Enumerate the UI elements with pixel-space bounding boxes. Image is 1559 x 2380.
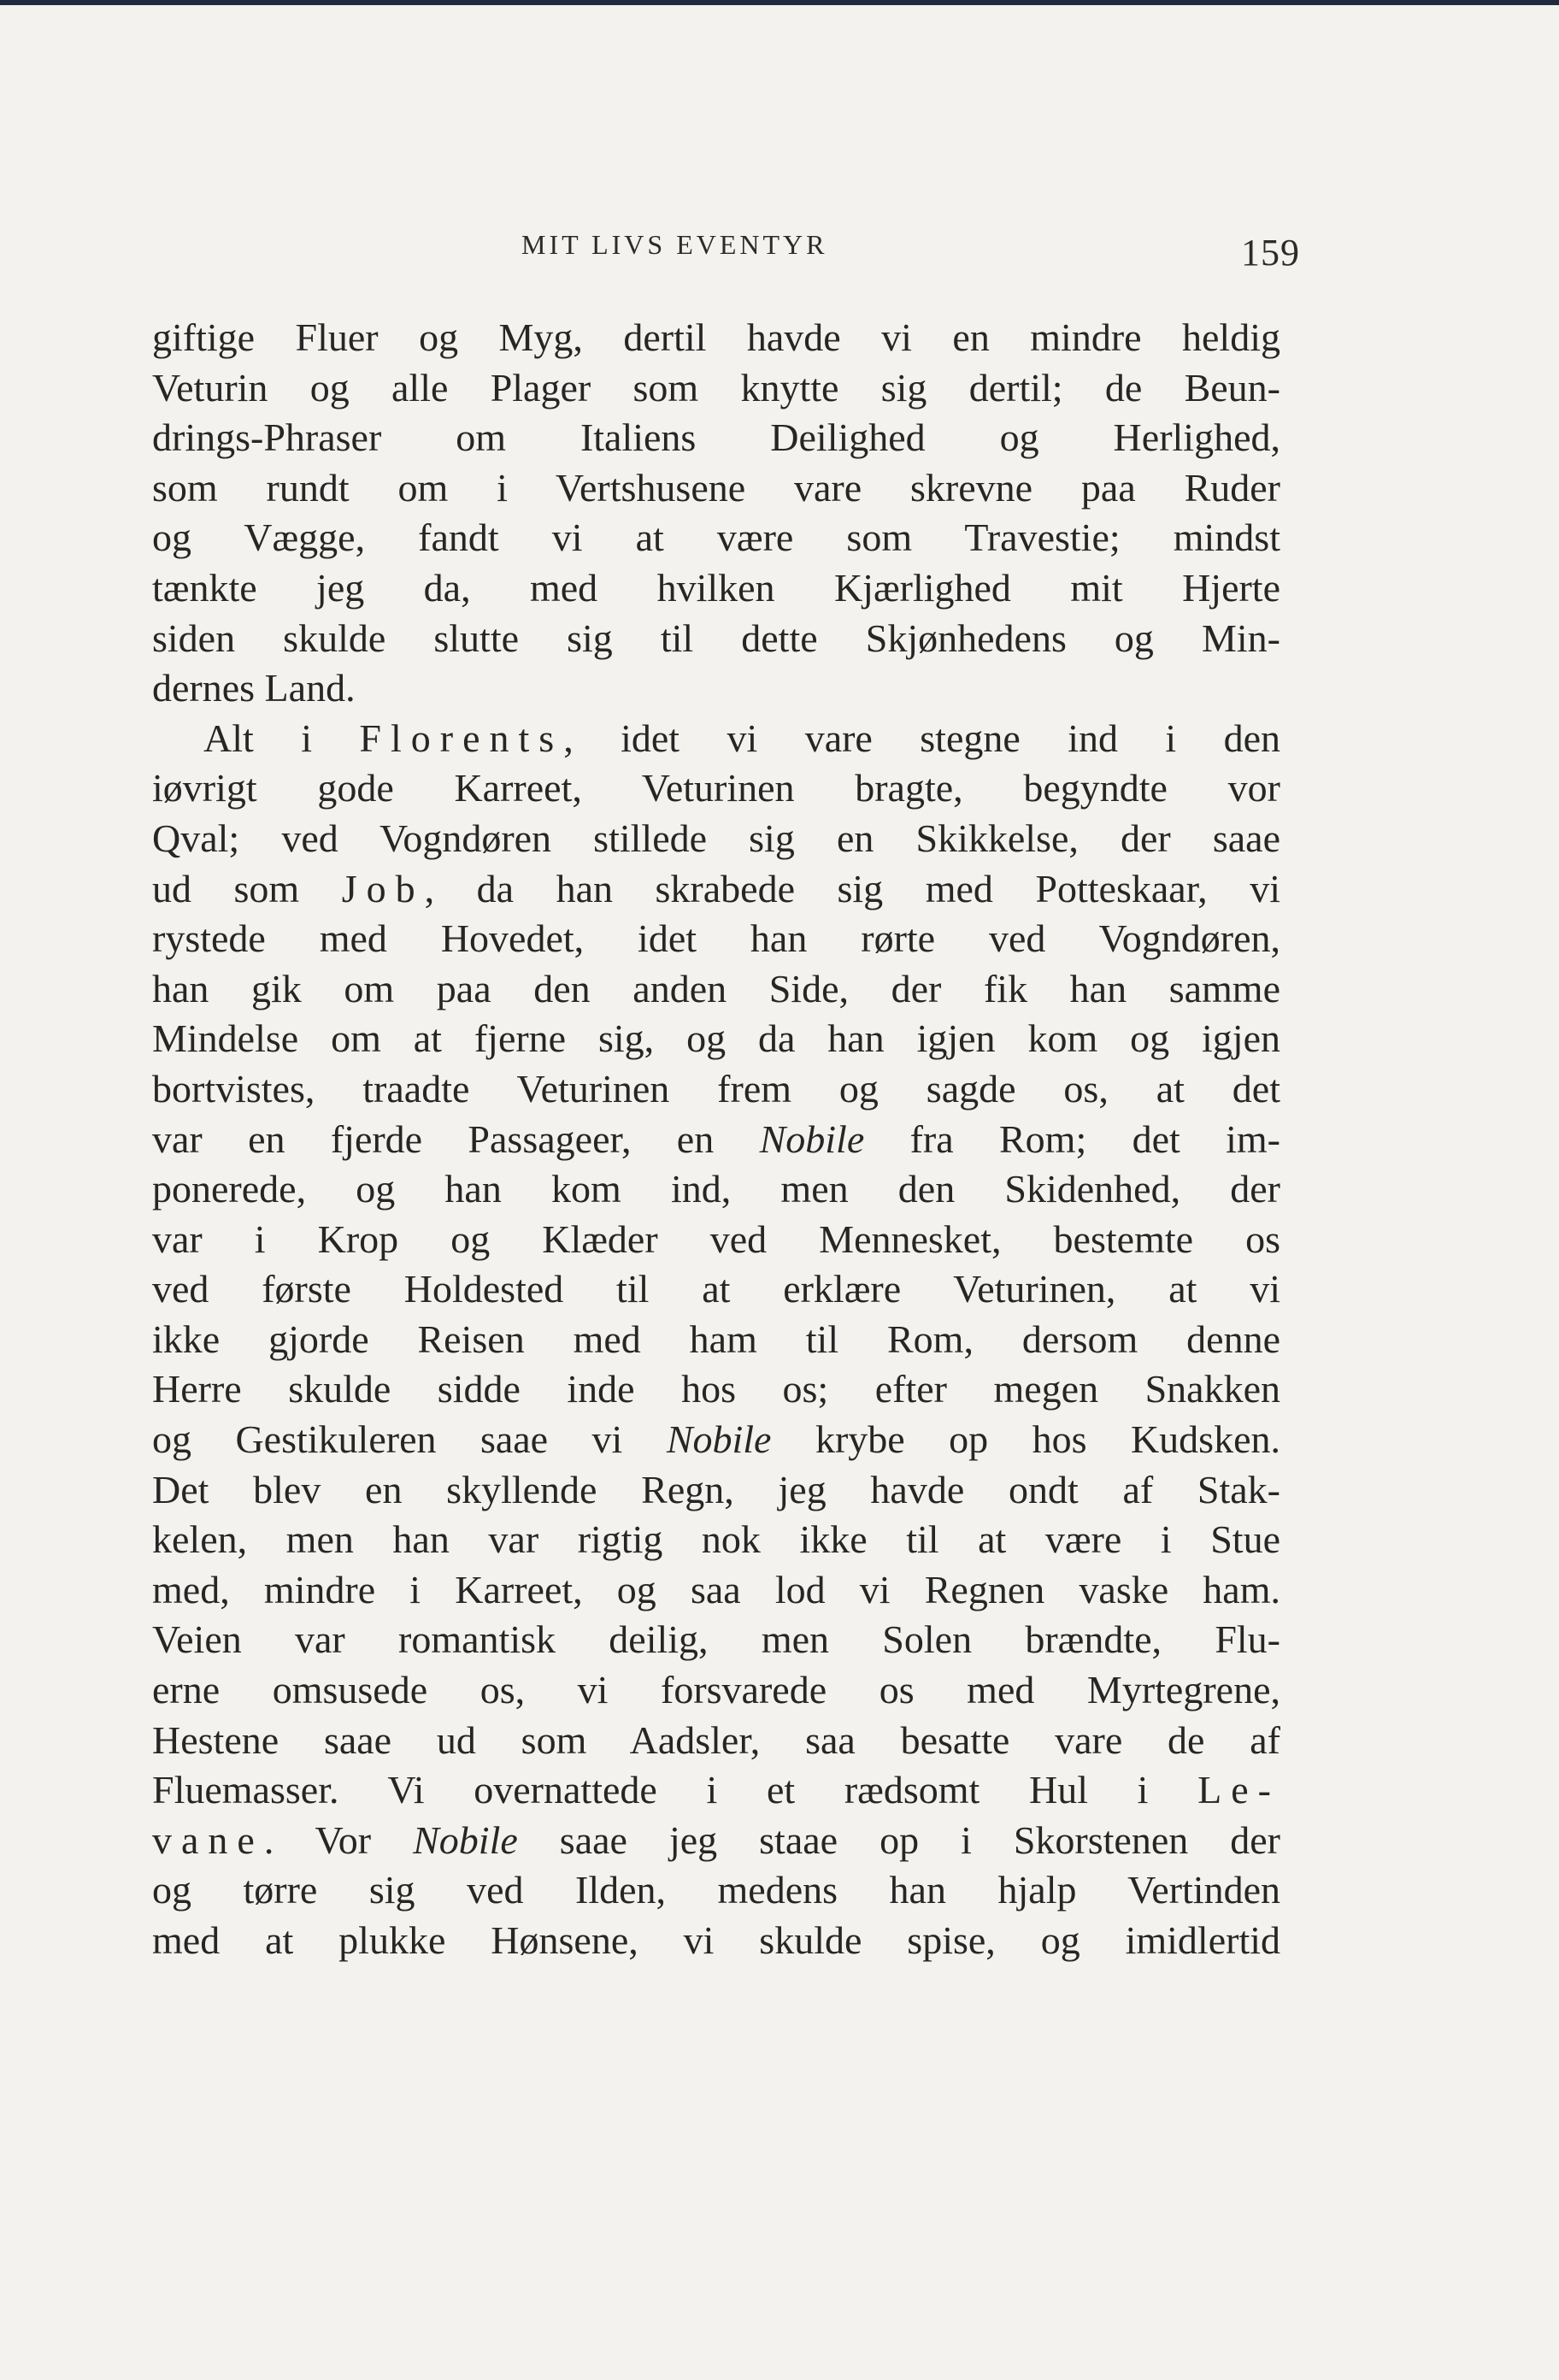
text-line: og tørre sig ved Ilden, medens han hjalp Vertinden bbox=[152, 1868, 1280, 1912]
text-line: rystede med Hovedet, idet han rørte ved Vogndøren, bbox=[152, 916, 1280, 961]
body-text bbox=[152, 313, 1280, 1966]
text-line: Herre skulde sidde inde hos os; efter megen Snakken bbox=[152, 1367, 1280, 1411]
spaced-name: Florents bbox=[359, 716, 564, 760]
running-title: MIT LIVS EVENTYR bbox=[521, 229, 828, 260]
text-line: Det blev en skyllende Regn, jeg havde ondt af Stak- bbox=[152, 1467, 1280, 1511]
text-line: ponerede, og han kom ind, men den Skidenhed, der bbox=[152, 1167, 1280, 1211]
text-line: med, mindre i Karreet, og saa lod vi Regnen vaske ham. bbox=[152, 1567, 1280, 1611]
text-line: Veien var romantisk deilig, men Solen brændte, Flu- bbox=[152, 1617, 1280, 1662]
text-line: og Gestikuleren saae vi Nobile krybe op hos Kudsken. bbox=[152, 1417, 1280, 1462]
text-line: var en fjerde Passageer, en Nobile fra Rom; det im- bbox=[152, 1116, 1280, 1161]
text-line: dernes Land. bbox=[152, 666, 356, 710]
text-line: vane. Vor Nobile saae jeg staae op i Skorstenen der bbox=[152, 1817, 1280, 1862]
text-line: ikke gjorde Reisen med ham til Rom, dersom denne bbox=[152, 1317, 1280, 1361]
text-line: Fluemasser. Vi overnattede i et rædsomt Hul i Le- bbox=[152, 1768, 1280, 1812]
text-line: iøvrigt gode Karreet, Veturinen bragte, begyndte vor bbox=[152, 766, 1280, 810]
italic-word: Nobile bbox=[759, 1116, 865, 1161]
text-line: Mindelse om at fjerne sig, og da han igjen kom og igjen bbox=[152, 1016, 1280, 1061]
text-line: Veturin og alle Plager som knytte sig dertil; de Beun- bbox=[152, 365, 1280, 409]
text-line: erne omsusede os, vi forsvarede os med Myrtegrene, bbox=[152, 1668, 1280, 1712]
spaced-name: Le- bbox=[1197, 1768, 1280, 1812]
text-line: han gik om paa den anden Side, der fik han samme bbox=[152, 966, 1280, 1010]
text-line: var i Krop og Klæder ved Mennesket, bestemte os bbox=[152, 1217, 1280, 1261]
text-line: drings-Phraser om Italiens Deilighed og Herlighed, bbox=[152, 415, 1280, 460]
text-line: og Vægge, fandt vi at være som Travestie; mindst bbox=[152, 515, 1280, 560]
text-line: giftige Fluer og Myg, dertil havde vi en mindre heldig bbox=[152, 315, 1280, 359]
book-page bbox=[0, 5, 1559, 2380]
text-line: bortvistes, traadte Veturinen frem og sagde os, at det bbox=[152, 1066, 1280, 1110]
text-line: Alt i Florents, idet vi vare stegne ind i den bbox=[203, 716, 1281, 760]
text-line: siden skulde slutte sig til dette Skjønhedens og Min- bbox=[152, 616, 1280, 660]
page-number: 159 bbox=[1241, 232, 1300, 274]
text-line: Qval; ved Vogndøren stillede sig en Skikkelse, der saae bbox=[152, 816, 1280, 860]
text-line: ud som Job, da han skrabede sig med Potteskaar, vi bbox=[152, 866, 1280, 910]
text-line: Hestene saae ud som Aadsler, saa besatte vare de af bbox=[152, 1717, 1280, 1762]
text-line: med at plukke Hønsene, vi skulde spise, og imidlertid bbox=[152, 1918, 1280, 1962]
spaced-name: Job bbox=[341, 866, 425, 910]
text-line: som rundt om i Vertshusene vare skrevne paa Ruder bbox=[152, 465, 1280, 510]
italic-word: Nobile bbox=[666, 1417, 772, 1462]
text-line: ved første Holdested til at erklære Veturinen, at vi bbox=[152, 1267, 1280, 1311]
running-head bbox=[0, 229, 1559, 274]
text-line: kelen, men han var rigtig nok ikke til at være i Stue bbox=[152, 1517, 1280, 1562]
spaced-name: vane bbox=[152, 1817, 264, 1862]
text-line: tænkte jeg da, med hvilken Kjærlighed mit Hjerte bbox=[152, 565, 1280, 610]
italic-word: Nobile bbox=[413, 1817, 518, 1862]
